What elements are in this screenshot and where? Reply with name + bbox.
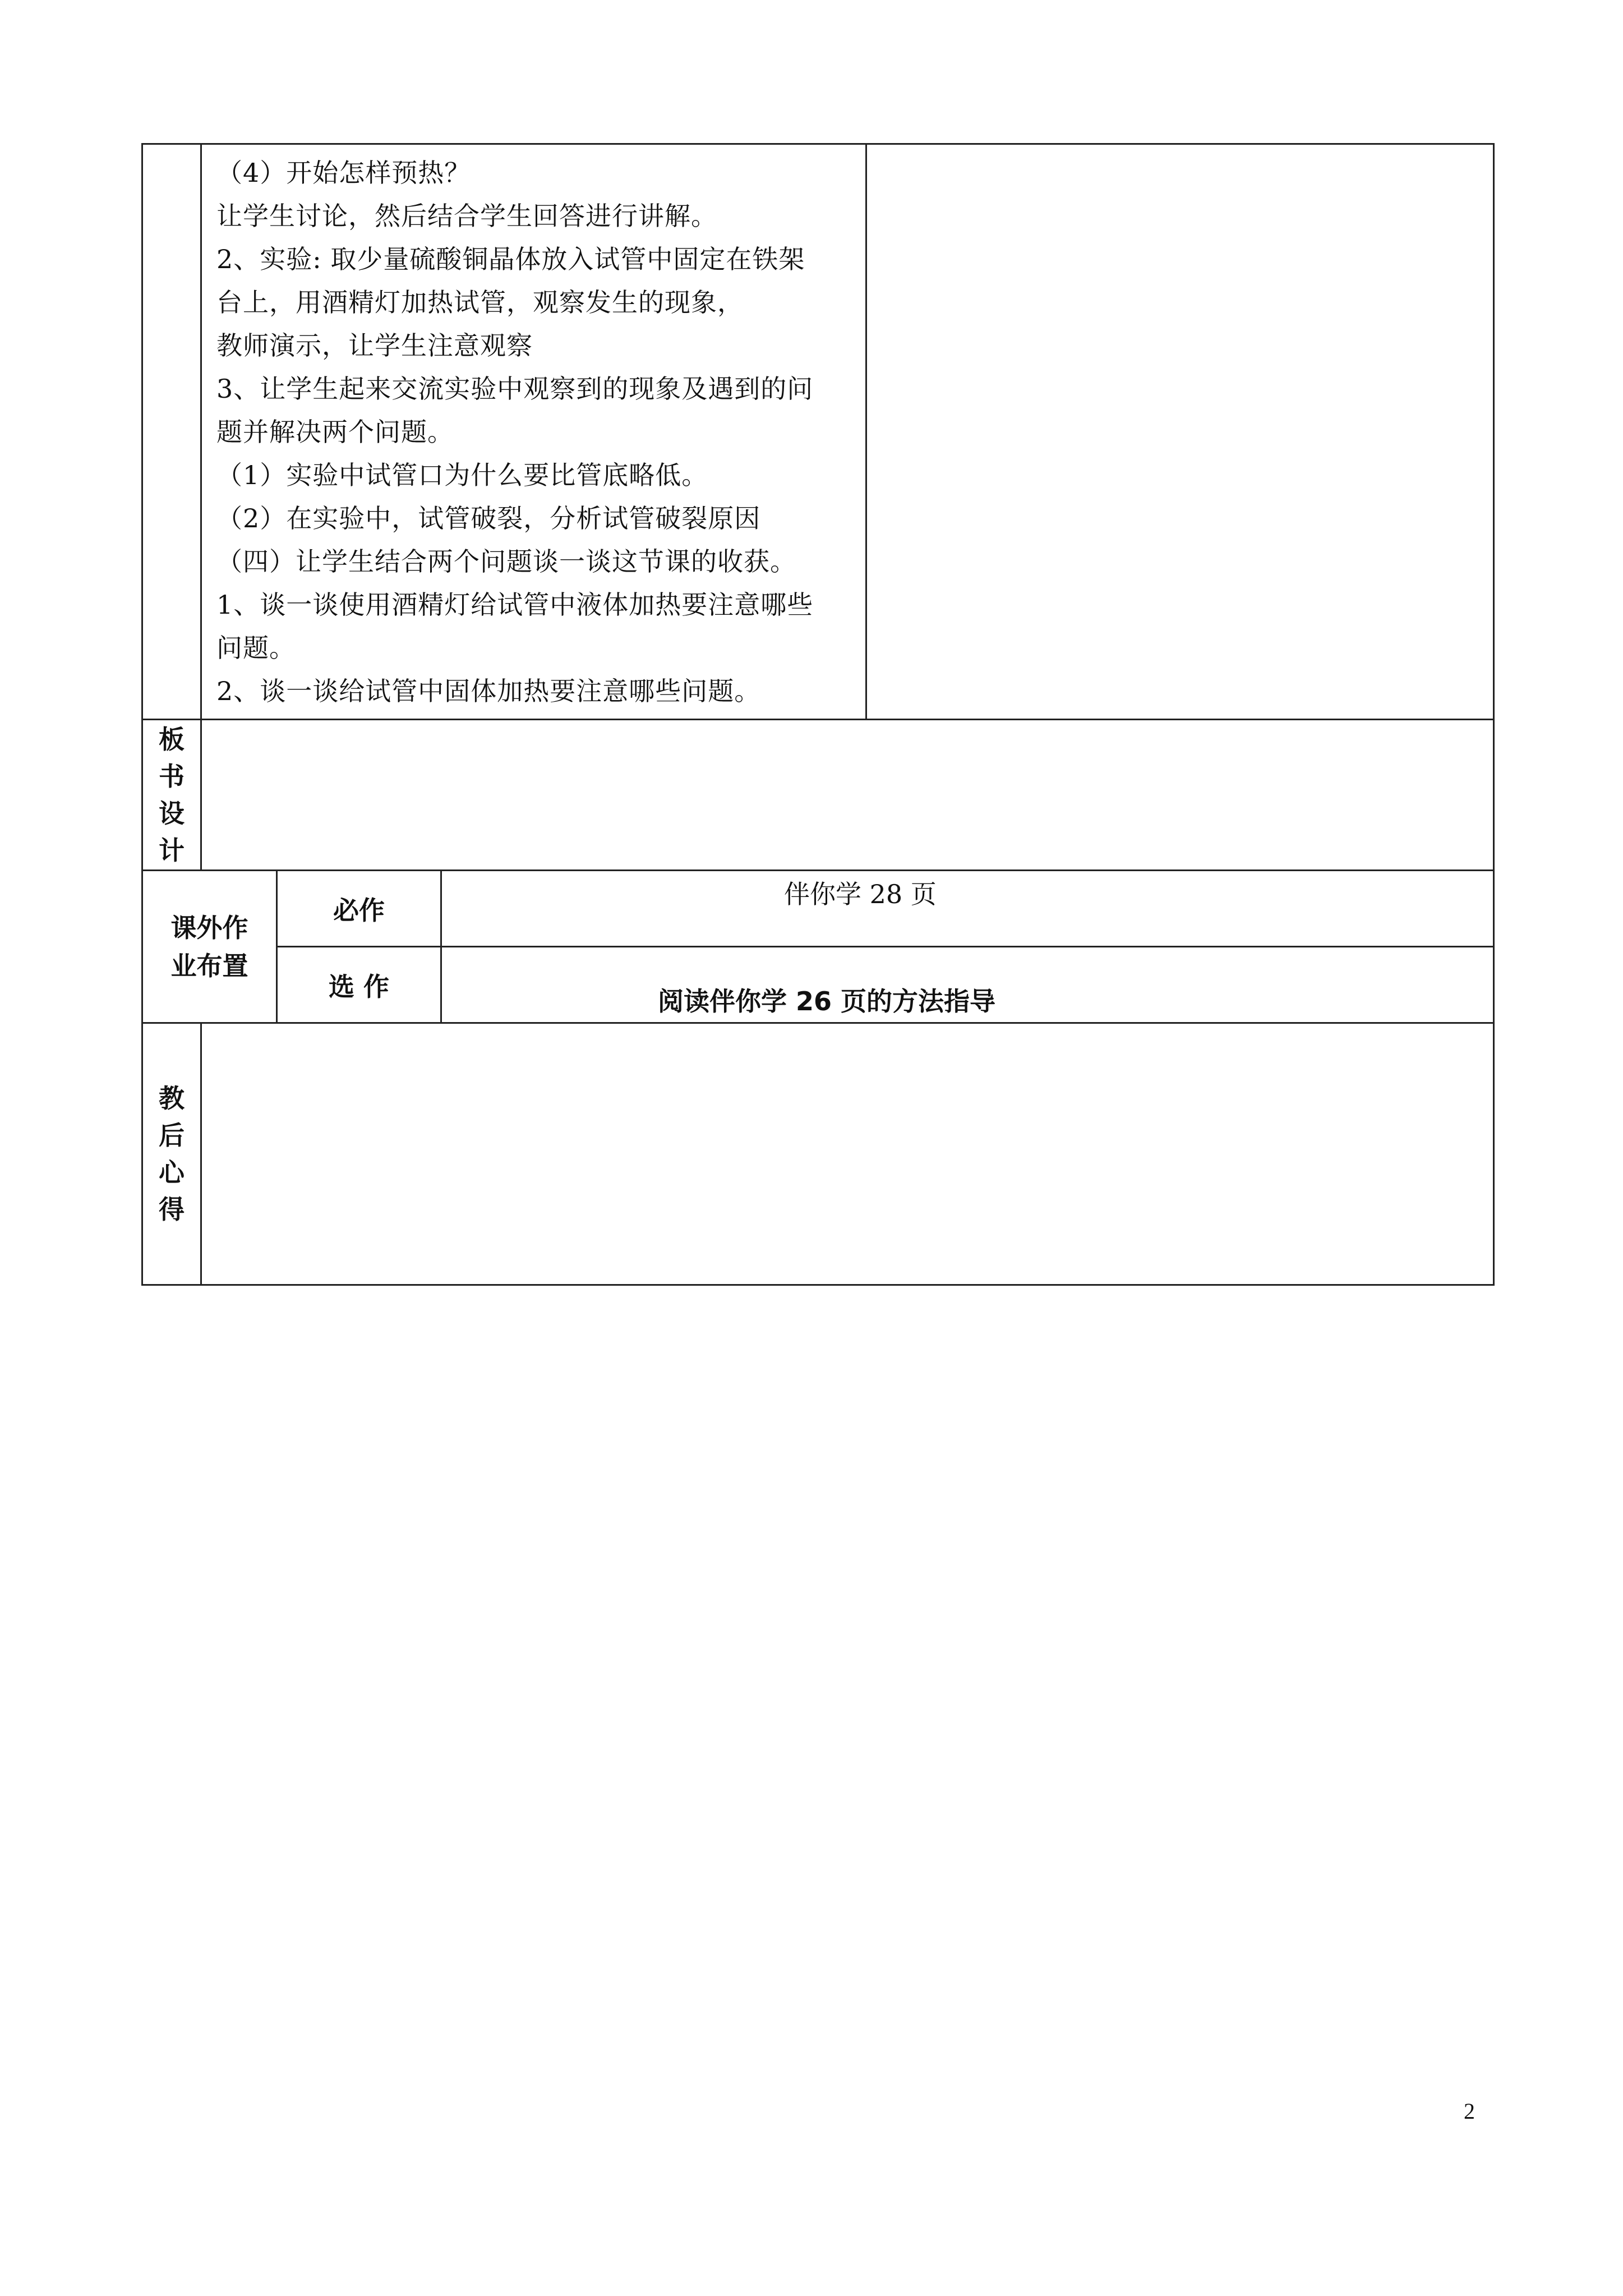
homework-required-row: [142, 871, 1494, 947]
label-char: 得: [159, 1194, 185, 1225]
label-char: 板: [159, 724, 185, 754]
label-char: 后: [159, 1120, 185, 1151]
homework-label: [142, 871, 277, 1023]
process-row: [142, 144, 1494, 720]
process-line: 题并解决两个问题。: [216, 417, 454, 447]
process-line: 2、实验: 取少量硫酸铜晶体放入试管中固定在铁架: [216, 244, 805, 274]
process-label-cell: [142, 144, 201, 720]
board-design-row: [142, 720, 1494, 871]
homework-optional-text: 阅读伴你学 26 页的方法指导: [658, 986, 996, 1016]
page-number: 2: [1464, 2099, 1475, 2124]
homework-required-content: [441, 871, 1494, 947]
process-text: [202, 145, 865, 719]
label-char: 教: [159, 1083, 185, 1114]
homework-optional-content: [441, 947, 1494, 1023]
process-line: 让学生讨论，然后结合学生回答进行讲解。: [216, 201, 717, 231]
process-line: （4）开始怎样预热？: [216, 158, 471, 188]
process-notes-cell: [866, 144, 1494, 720]
label-char: 心: [159, 1157, 185, 1188]
process-line: 2、谈一谈给试管中固体加热要注意哪些问题。: [216, 676, 761, 706]
homework-optional-label: 选 作: [277, 947, 441, 1023]
process-line: 教师演示，让学生注意观察: [216, 330, 533, 361]
process-content-cell: [201, 144, 866, 720]
process-line: 台上，用酒精灯加热试管，观察发生的现象，: [216, 287, 744, 318]
process-line: （1）实验中试管口为什么要比管底略低。: [216, 460, 708, 490]
process-line: （四）让学生结合两个问题谈一谈这节课的收获。: [216, 546, 796, 577]
homework-required-label: 必作: [277, 871, 441, 947]
label-char: 书: [159, 761, 185, 792]
process-line: 3、让学生起来交流实验中观察到的现象及遇到的问: [216, 374, 814, 404]
homework-required-text: 伴你学 28 页: [784, 879, 937, 909]
homework-label-line: 课外作: [170, 912, 248, 943]
process-line: （2）在实验中，试管破裂，分析试管破裂原因: [216, 503, 761, 533]
label-char: 设: [159, 798, 185, 829]
process-line: 1、谈一谈使用酒精灯给试管中液体加热要注意哪些: [216, 590, 814, 620]
homework-optional-row: [142, 947, 1494, 1023]
homework-label-line: 业布置: [170, 950, 248, 981]
reflection-row: [142, 1023, 1494, 1285]
label-char: 计: [159, 835, 185, 866]
lesson-plan-table: [141, 143, 1495, 1286]
reflection-label: [142, 1023, 201, 1285]
board-design-label: [142, 720, 201, 871]
reflection-content: [201, 1023, 1494, 1285]
process-line: 问题。: [216, 633, 296, 663]
board-design-content: [201, 720, 1494, 871]
